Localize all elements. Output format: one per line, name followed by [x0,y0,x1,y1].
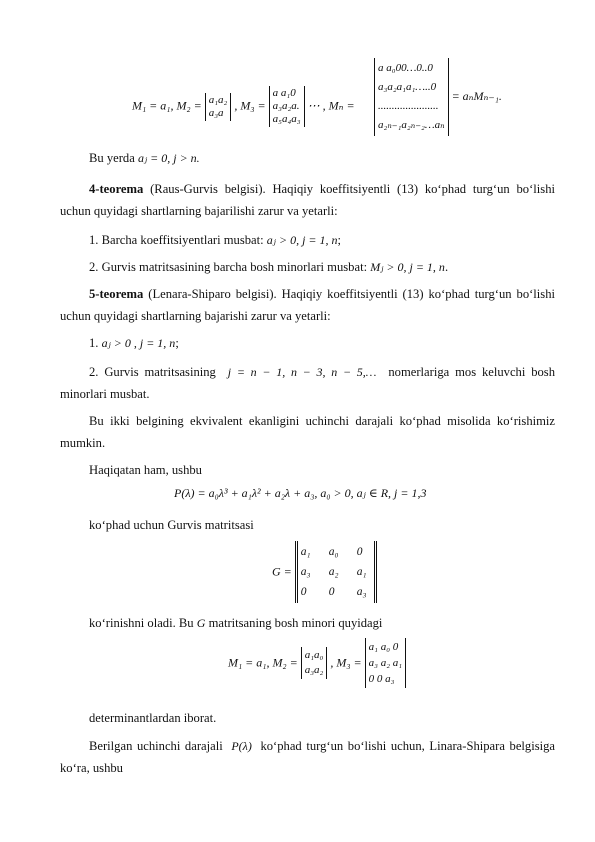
matrix-label: G = [272,564,292,579]
text: Berilgan uchinchi darajali [89,739,223,753]
det-m2 [205,93,232,121]
text: (Raus-Gurvis belgisi). Haqiqiy koeffitsiyentli (13) ko‘phad turg‘un bo‘lishi uchun quyidagi shartlarning bajarilishi zarur va yetarli: [60,182,555,218]
matrix-cell: a₀ [328,546,339,558]
math-inline: P(λ) [231,739,252,753]
paragraph-haqiqatan [89,459,202,481]
det-row: a₃a [208,106,224,119]
math-inline: G [196,616,206,630]
text: 2. Gurvis matritsasining [89,365,216,379]
matrix-row [301,582,371,602]
text: ko‘phad turg‘un bo‘lishi uchun, Linara-Shipara belgisiga ko‘ra, ushbu [60,739,555,775]
matrix-cell: a₂ [328,566,339,578]
det-row: a₃a₂ [304,664,324,676]
text: ko‘rinishni oladi. Bu [89,616,194,630]
text: matritsaning bosh minori quyidagi [208,616,383,630]
matrix-cell: a₃ [300,566,311,578]
det-row: a₅a₄a₃ [272,113,301,125]
paragraph-theorem-5 [60,283,555,327]
formula-gurvis-matrix [272,541,377,603]
formula-m1-m2-label: M₁ = a₁, M₂ = [228,655,298,670]
det-row: a₃ a₂ a₁ [368,657,403,669]
det-row: a₂ₙ₋₁a₂ₙ₋₂…aₙ [378,119,445,131]
text: Bu yerda [89,151,138,165]
text: 2. Gurvis matritsasining barcha bosh minorlari musbat: [89,260,368,274]
det-row: ...................... [378,100,439,112]
det-m3 [365,638,406,688]
matrix-cell: 0 [356,546,363,558]
paragraph-condition-2 [89,256,448,278]
paragraph-bu-yerda [89,147,200,169]
matrix-row [301,562,371,582]
text: 1. [89,336,99,350]
paragraph-condition-2b [60,361,555,405]
formula-m3-label: , M₃ = [234,98,266,113]
text: (Lenara-Shiparo belgisi). Haqiqiy koeffitsiyentli (13) ko‘phad turg‘un bo‘lishi uchun quyidagi shartlarning bajarishi zarur va yetarli: [60,287,555,323]
paragraph-berilgan [60,735,555,779]
theorem-label: 5-teorema [89,287,144,301]
formula-polynomial [174,486,426,501]
det-row: a₃a₂a₁a₁…..0 [378,81,437,93]
paragraph-theorem-4 [60,178,555,222]
math-inline: aⱼ > 0 , j = 1, n [101,336,176,350]
text: ko‘phad uchun Gurvis matritsasi [89,518,254,532]
matrix-cell: 0 [328,586,335,598]
math-inline: aⱼ = 0, j > n. [137,151,200,165]
paragraph-condition-1b [89,332,179,354]
det-row: a₁a₀ [304,649,324,661]
text: 1. Barcha koeffitsiyentlari musbat: [89,233,264,247]
matrix-row [301,542,371,562]
text: Bu ikki belgining ekvivalent ekanligini uchinchi darajali ko‘phad misolida ko‘rishimiz mumkin. [60,414,555,450]
paragraph-gurvis-intro [89,514,254,536]
matrix-cell: a₁ [300,546,311,558]
math-inline: aⱼ > 0, j = 1, n [266,233,338,247]
det-mn [374,58,449,136]
matrix-cell: 0 [300,586,307,598]
paragraph-condition-1 [89,229,341,251]
det-m3 [269,86,305,127]
text: determinantlardan iborat. [89,711,217,725]
det-row: a a₀00…0..0 [378,62,433,74]
paragraph-equivalence [60,410,555,454]
formula-m3-label: , M₃ = [330,655,362,670]
paragraph-korinishni [89,612,382,634]
text: . [444,260,449,274]
det-m2 [301,647,328,679]
formula-minors-3 [228,638,406,688]
theorem-label: 4-teorema [89,182,144,196]
text: ; [175,336,179,350]
math-inline: Mⱼ > 0, j = 1, n [370,260,445,274]
matrix-cell: a₃ [356,586,367,598]
det-row: a₃a₂a. [272,100,300,112]
formula-mn-label: ⋯ , Mₙ = [307,98,355,113]
formula-m1-m2-label: M₁ = a₁, M₂ = [132,98,202,113]
paragraph-determinant [89,707,216,729]
det-row: a₁a₂ [208,93,228,106]
formula-mn-result: = aₙMₙ₋₁. [451,88,502,103]
math-inline: j = n − 1, n − 3, n − 5,… [227,365,377,379]
det-row: a a₁0 [272,87,296,99]
matrix-cell: a₁ [356,566,367,578]
text: ; [337,233,341,247]
matrix-g [295,541,377,603]
text: Haqiqatan ham, ushbu [89,463,202,477]
det-row: a₁ a₀ 0 [368,641,399,653]
text: nomerlariga mos keluvchi bosh minorlari musbat. [60,365,556,401]
det-row: 0 0 a₃ [368,673,395,685]
formula-text: P(λ) = a₀λ³ + a₁λ² + a₂λ + a₃, a₀ > 0, aⱼ ∈ R, j = 1,3 [174,486,427,500]
